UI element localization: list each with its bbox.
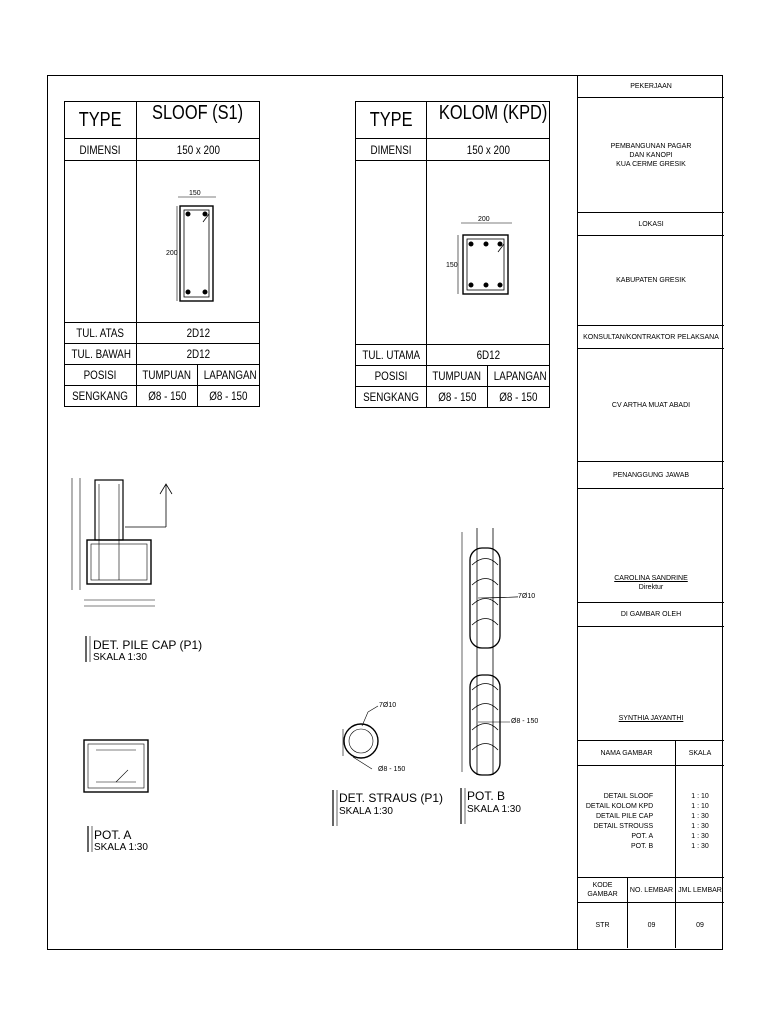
kolom-dim-height-label: 150 bbox=[446, 262, 458, 269]
sloof-dim-height-label: 200 bbox=[166, 250, 178, 257]
drawing-list-item: DETAIL SLOOF bbox=[603, 792, 654, 800]
kolom-section-cell bbox=[427, 161, 550, 345]
drawing-scale: 1 : 30 bbox=[691, 822, 709, 830]
straus-rebar-label: 7Ø10 bbox=[379, 702, 397, 709]
sloof-type-label: TYPE bbox=[65, 102, 137, 139]
kolom-tul-utama-value: 6D12 bbox=[427, 345, 550, 366]
kolom-lapangan-label: LAPANGAN bbox=[488, 366, 550, 387]
pot-b-caption: POT. B bbox=[467, 789, 506, 803]
konsultan-value: CV ARTHA MUAT ABADI bbox=[578, 349, 724, 462]
sloof-name: SLOOF (S1) bbox=[137, 102, 260, 139]
kolom-blank-cell bbox=[356, 161, 427, 345]
sloof-section-cell bbox=[137, 161, 260, 323]
sloof-tul-atas-label: TUL. ATAS bbox=[65, 323, 137, 344]
sloof-blank-cell bbox=[65, 161, 137, 323]
digambar-value: SYNTHIA JAYANTHI bbox=[578, 627, 724, 741]
sloof-tul-bawah-label: TUL. BAWAH bbox=[65, 344, 137, 365]
pile-cap-caption: DET. PILE CAP (P1) bbox=[93, 638, 203, 652]
pot-a-scale: SKALA 1:30 bbox=[94, 842, 148, 853]
sloof-tul-bawah-value: 2D12 bbox=[137, 344, 260, 365]
drawing-scale: 1 : 30 bbox=[691, 812, 709, 820]
title-block bbox=[577, 75, 723, 950]
kolom-dimensi-label: DIMENSI bbox=[356, 139, 427, 161]
sloof-posisi-label: POSISI bbox=[65, 365, 137, 386]
sloof-dimensi-value: 150 x 200 bbox=[137, 139, 260, 161]
kolom-spec-table bbox=[355, 101, 550, 408]
straus-hoop-label: Ø8 - 150 bbox=[378, 766, 406, 773]
penanggung-value: CAROLINA SANDRINE Direktur bbox=[578, 489, 724, 603]
kolom-type-label: TYPE bbox=[356, 102, 427, 139]
potb-hoop-label: Ø8 - 150 bbox=[511, 718, 539, 725]
sheet-info-header: KODE GAMBAR NO. LEMBAR JML LEMBAR bbox=[578, 878, 724, 903]
lokasi-value: KABUPATEN GRESIK bbox=[578, 236, 724, 326]
straus-scale: SKALA 1:30 bbox=[339, 806, 393, 817]
kolom-tumpuan-label: TUMPUAN bbox=[427, 366, 488, 387]
sloof-dim-width-label: 150 bbox=[189, 190, 201, 197]
drawing-scale: 1 : 30 bbox=[691, 842, 709, 850]
sloof-sengkang-tumpuan: Ø8 - 150 bbox=[137, 386, 198, 407]
kolom-sengkang-label: SENGKANG bbox=[356, 387, 427, 408]
pekerjaan-label: PEKERJAAN bbox=[578, 75, 724, 98]
drawing-list-item: DETAIL KOLOM KPD bbox=[585, 802, 654, 810]
drawing-list-item: DETAIL STROUSS bbox=[593, 822, 654, 830]
konsultan-label: KONSULTAN/KONTRAKTOR PELAKSANA bbox=[578, 326, 724, 349]
nama-gambar-header: NAMA GAMBAR SKALA bbox=[578, 741, 724, 766]
kolom-posisi-label: POSISI bbox=[356, 366, 427, 387]
drawing-list-item: POT. A bbox=[631, 832, 654, 840]
kolom-dim-width-label: 200 bbox=[478, 216, 490, 223]
drawing-scale: 1 : 10 bbox=[691, 802, 709, 810]
kolom-name: KOLOM (KPD) bbox=[427, 102, 550, 139]
sloof-tul-atas-value: 2D12 bbox=[137, 323, 260, 344]
sloof-tumpuan-label: TUMPUAN bbox=[137, 365, 198, 386]
pot-a-caption: POT. A bbox=[94, 828, 132, 842]
kolom-tul-utama-label: TUL. UTAMA bbox=[356, 345, 427, 366]
sloof-spec-table bbox=[64, 101, 260, 407]
drawing-scale: 1 : 30 bbox=[691, 832, 709, 840]
kolom-sengkang-tumpuan: Ø8 - 150 bbox=[427, 387, 488, 408]
sloof-lapangan-label: LAPANGAN bbox=[198, 365, 260, 386]
kolom-dimensi-value: 150 x 200 bbox=[427, 139, 550, 161]
penanggung-label: PENANGGUNG JAWAB bbox=[578, 462, 724, 489]
potb-rebar-label: 7Ø10 bbox=[518, 593, 536, 600]
pot-b-scale: SKALA 1:30 bbox=[467, 804, 521, 815]
drawing-list bbox=[578, 766, 724, 878]
drawing-list-item: DETAIL PILE CAP bbox=[595, 812, 654, 820]
straus-caption: DET. STRAUS (P1) bbox=[339, 791, 444, 805]
pile-cap-scale: SKALA 1:30 bbox=[93, 652, 147, 663]
digambar-label: DI GAMBAR OLEH bbox=[578, 603, 724, 627]
drawing-list-item: POT. B bbox=[630, 842, 654, 850]
kolom-sengkang-lapangan: Ø8 - 150 bbox=[488, 387, 550, 408]
pekerjaan-value: PEMBANGUNAN PAGAR DAN KANOPI KUA CERME GRESIK bbox=[578, 98, 724, 213]
lokasi-label: LOKASI bbox=[578, 213, 724, 236]
sloof-sengkang-lapangan: Ø8 - 150 bbox=[198, 386, 260, 407]
sheet-info-values: STR 09 09 bbox=[578, 903, 724, 948]
sloof-dimensi-label: DIMENSI bbox=[65, 139, 137, 161]
sloof-sengkang-label: SENGKANG bbox=[65, 386, 137, 407]
drawing-scale: 1 : 10 bbox=[691, 792, 709, 800]
